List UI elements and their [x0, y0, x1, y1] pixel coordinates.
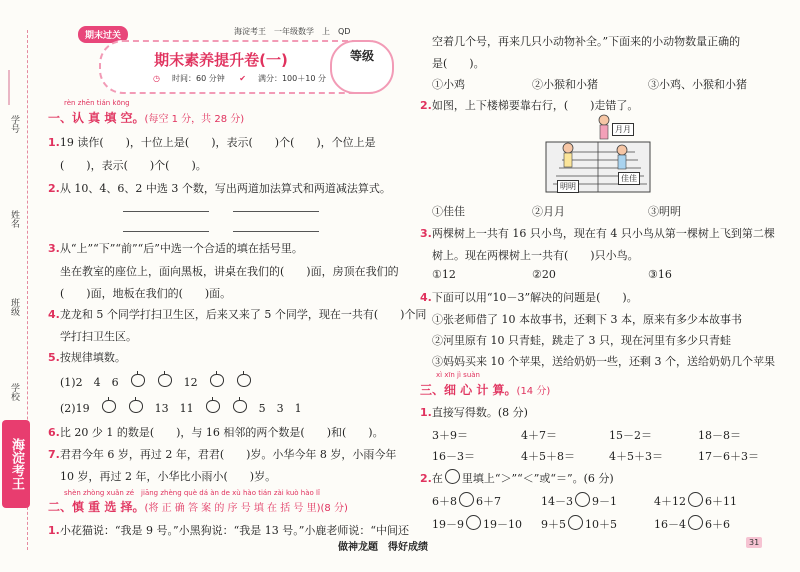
compare-item	[432, 515, 522, 532]
section3-heading: 三、细 心 计 算。	[420, 383, 517, 397]
s1-q1: 1.19 读作( )，十位上是( )，表示( )个( )，个位上是	[48, 136, 376, 149]
sequence-1	[60, 374, 252, 390]
name-label: 姓名	[9, 210, 19, 228]
time-limit: 时间：60 分钟	[171, 74, 225, 83]
class-label: 班级	[9, 298, 19, 316]
s1-q7-cont: 10 岁，再过 2 年，小华比小雨小( )岁。	[60, 470, 277, 483]
apple-blank[interactable]	[237, 374, 251, 387]
school-label: 学校	[9, 383, 19, 401]
s2-q3-option-3[interactable]: ③16	[648, 268, 672, 281]
s2-q1-line3: 是( )。	[432, 57, 485, 70]
exam-title: 期末素养提升卷(一)	[154, 51, 288, 69]
s3-q1: 1.直接写得数。(8 分)	[420, 406, 528, 419]
s2-q4: 4.下面可以用“10－3”解决的问题是( )。	[420, 291, 638, 304]
apple-blank[interactable]	[158, 374, 172, 387]
compare-left: 4＋12	[654, 495, 686, 508]
compare-item	[432, 492, 501, 509]
s1-q6-text: 比 20 少 1 的数是( )，与 16 相邻的两个数是( )和( )。	[59, 426, 384, 439]
s2-q2-text: 如图，上下楼梯要靠右行，( )走错了。	[431, 99, 639, 112]
answer-line[interactable]	[123, 211, 209, 212]
compare-item	[541, 515, 617, 532]
s2-q1-line2: 空着几个号，再来几只小动物补全。”下面来的小动物数量正确的	[432, 35, 741, 48]
compare-blank[interactable]	[466, 515, 481, 530]
calc-item: 4＋5＋8＝	[521, 450, 575, 463]
section1-score: (每空 1 分，共 28 分)	[144, 114, 245, 125]
s1-q4-cont: 学打扫卫生区。	[60, 330, 137, 343]
compare-left: 16－4	[654, 518, 686, 531]
s1-q2: 2.从 10、4、6、2 中选 3 个数，写出两道加法算式和两道减法算式。	[48, 182, 391, 195]
s2-q1-text: 小花猫说：“我是 9 号。”小黑狗说：“我是 13 号。”小鹿老师说：“中间还	[59, 524, 409, 537]
s1-q2-text: 从 10、4、6、2 中选 3 个数，写出两道加法算式和两道减法算式。	[59, 182, 391, 195]
s1-q1-text: 19 读作( )，十位上是( )，表示( )个( )，个位上是	[59, 136, 376, 149]
s2-q4-text: 下面可以用“10－3”解决的问题是( )。	[431, 291, 638, 304]
section2-score: (8 分)	[320, 503, 348, 514]
answer-line[interactable]	[233, 231, 319, 232]
compare-blank[interactable]	[568, 515, 583, 530]
compare-item	[654, 515, 730, 532]
compare-right: 10＋5	[585, 518, 617, 531]
compare-right: 6＋11	[705, 495, 737, 508]
section-badge: 期末过关	[78, 26, 128, 43]
compare-right: 19－10	[483, 518, 522, 531]
calc-item: 3＋9＝	[432, 429, 468, 442]
exam-meta	[153, 73, 338, 84]
compare-blank[interactable]	[459, 492, 474, 507]
s3-q2-text-rest: 里填上“＞”“＜”或“＝”。(6 分)	[461, 472, 614, 485]
section3-score: (14 分)	[516, 386, 551, 397]
check-icon: ✔	[239, 74, 246, 83]
page-number: 31	[746, 537, 762, 548]
compare-right: 6＋7	[476, 495, 501, 508]
s2-q3-cont: 树上。现在两棵树上一共有( )只小鸟。	[432, 249, 639, 262]
section1-pinyin: rèn zhēn tián kōng	[64, 99, 130, 107]
s2-q2-option-1[interactable]: ①佳佳	[432, 205, 465, 218]
s2-q4-option-1[interactable]: ①张老师借了 10 本故事书，还剩下 3 本，原来有多少本故事书	[432, 313, 742, 326]
s2-q4-option-3[interactable]: ③妈妈买来 10 个苹果，送给奶奶一些，还剩 3 个，送给奶奶几个苹果	[432, 355, 775, 368]
full-score: 满分：100＋10 分	[257, 74, 326, 83]
s2-q3-text: 两棵树上一共有 16 只小鸟，现在有 4 只小鸟从第一棵树上飞到第二棵	[431, 227, 775, 240]
s2-q2-option-2[interactable]: ②月月	[532, 205, 565, 218]
s1-q5: 5.按规律填数。	[48, 351, 126, 364]
section3-pinyin: xì xīn jì suàn	[436, 371, 480, 379]
label-yueyue: 月月	[612, 123, 634, 136]
apple-blank[interactable]	[233, 400, 247, 413]
calc-item: 15－2＝	[609, 429, 652, 442]
s3-q1-text: 直接写得数。(8 分)	[431, 406, 528, 419]
calc-item: 17－6＋3＝	[698, 450, 759, 463]
section2-heading: 二、慎 重 选 择。	[48, 500, 145, 514]
s2-q1-option-1[interactable]: ①小鸡	[432, 78, 465, 91]
s1-q7-text: 君君今年 6 岁，再过 2 年，君君( )岁。小华今年 8 岁，小雨今年	[59, 448, 397, 461]
compare-left: 14－3	[541, 495, 573, 508]
compare-right: 6＋6	[705, 518, 730, 531]
s1-q4-text: 龙龙和 5 个同学打扫卫生区，后来又来了 5 个同学，现在一共有( )个同	[59, 308, 427, 321]
sequence-1-start: (1)2 4 6	[60, 376, 119, 389]
s2-q1: 1.小花猫说：“我是 9 号。”小黑狗说：“我是 13 号。”小鹿老师说：“中间还	[48, 524, 409, 537]
circle-icon	[445, 469, 460, 484]
student-id-label: 学号	[9, 115, 19, 133]
series-info: 海淀考王 一年级数学 上 QD	[234, 27, 351, 36]
compare-blank[interactable]	[688, 515, 703, 530]
s1-q5-text: 按规律填数。	[59, 351, 126, 364]
compare-right: 9－1	[592, 495, 617, 508]
sequence-1-mid: 12	[183, 376, 198, 389]
footer-slogan: 做神龙题 得好成绩	[338, 542, 428, 553]
s1-q3-text: 从“上”“下”“前”“后”中选一个合适的填在括号里。	[59, 242, 303, 255]
compare-left: 9＋5	[541, 518, 566, 531]
s1-q1-cont: ( )，表示( )个( )。	[60, 159, 207, 172]
binding-strip	[0, 0, 40, 572]
label-mingming: 明明	[557, 180, 579, 193]
apple-blank[interactable]	[131, 374, 145, 387]
compare-blank[interactable]	[688, 492, 703, 507]
s1-q6: 6.比 20 少 1 的数是( )，与 16 相邻的两个数是( )和( )。	[48, 426, 384, 439]
apple-blank[interactable]	[129, 400, 143, 413]
section2-pinyin: shèn zhòng xuǎn zé jiāng zhèng què dá àn de xù hào tián zài kuò hào lǐ	[64, 489, 320, 497]
calc-item: 18－8＝	[698, 429, 741, 442]
apple-blank[interactable]	[102, 400, 116, 413]
brand-logo: 海淀考王	[2, 420, 30, 508]
section2-note: (将 正 确 答 案 的 序 号 填 在 括 号 里)	[144, 503, 321, 514]
calc-item: 4＋5＋3＝	[609, 450, 663, 463]
s1-q7: 7.君君今年 6 岁，再过 2 年，君君( )岁。小华今年 8 岁，小雨今年	[48, 448, 397, 461]
section1-heading: 一、认 真 填 空。	[48, 111, 145, 125]
label-jiajia: 佳佳	[618, 172, 640, 185]
s2-q2-option-3[interactable]: ③明明	[648, 205, 681, 218]
s2-q3-option-2[interactable]: ②20	[532, 268, 556, 281]
s1-q4: 4.龙龙和 5 个同学打扫卫生区，后来又来了 5 个同学，现在一共有( )个同	[48, 308, 427, 321]
compare-item	[541, 492, 617, 509]
s3-q2-text: 在	[431, 472, 443, 485]
sequence-2	[60, 400, 302, 416]
grade-box	[330, 40, 394, 94]
s1-q3-line3: ( )面，地板在我们的( )面。	[60, 287, 232, 300]
s2-q4-option-2[interactable]: ②河里原有 10 只青蛙，跳走了 3 只，现在河里有多少只青蛙	[432, 334, 731, 347]
s2-q3-option-1[interactable]: ①12	[432, 268, 456, 281]
s2-q3: 3.两棵树上一共有 16 只小鸟，现在有 4 只小鸟从第一棵树上飞到第二棵	[420, 227, 775, 240]
grade-label: 等级	[349, 49, 374, 63]
s3-q2: 2.在 里填上“＞”“＜”或“＝”。(6 分)	[420, 469, 614, 486]
compare-blank[interactable]	[575, 492, 590, 507]
answer-line[interactable]	[233, 211, 319, 212]
s2-q1-option-3[interactable]: ③小鸡、小猴和小猪	[648, 78, 747, 91]
compare-left: 19－9	[432, 518, 464, 531]
sequence-2-start: (2)19	[60, 402, 90, 415]
answer-line[interactable]	[123, 231, 209, 232]
s1-q3: 3.从“上”“下”“前”“后”中选一个合适的填在括号里。	[48, 242, 303, 255]
apple-blank[interactable]	[206, 400, 220, 413]
apple-blank[interactable]	[210, 374, 224, 387]
section3-title	[420, 381, 550, 398]
compare-left: 6＋8	[432, 495, 457, 508]
section2-title	[48, 498, 348, 515]
cut-line	[8, 70, 10, 105]
s2-q2: 2.如图，上下楼梯要靠右行，( )走错了。	[420, 99, 639, 112]
sequence-2-end: 5 3 1	[258, 402, 302, 415]
calc-item: 16－3＝	[432, 450, 475, 463]
clock-icon: ◷	[153, 74, 160, 83]
sequence-2-mid: 13 11	[154, 402, 194, 415]
calc-item: 4＋7＝	[521, 429, 557, 442]
compare-item	[654, 492, 737, 509]
section1-title	[48, 109, 244, 126]
s2-q1-option-2[interactable]: ②小猴和小猪	[532, 78, 598, 91]
s1-q3-line2: 坐在教室的座位上，面向黑板，讲桌在我们的( )面，房顶在我们的	[60, 265, 399, 278]
